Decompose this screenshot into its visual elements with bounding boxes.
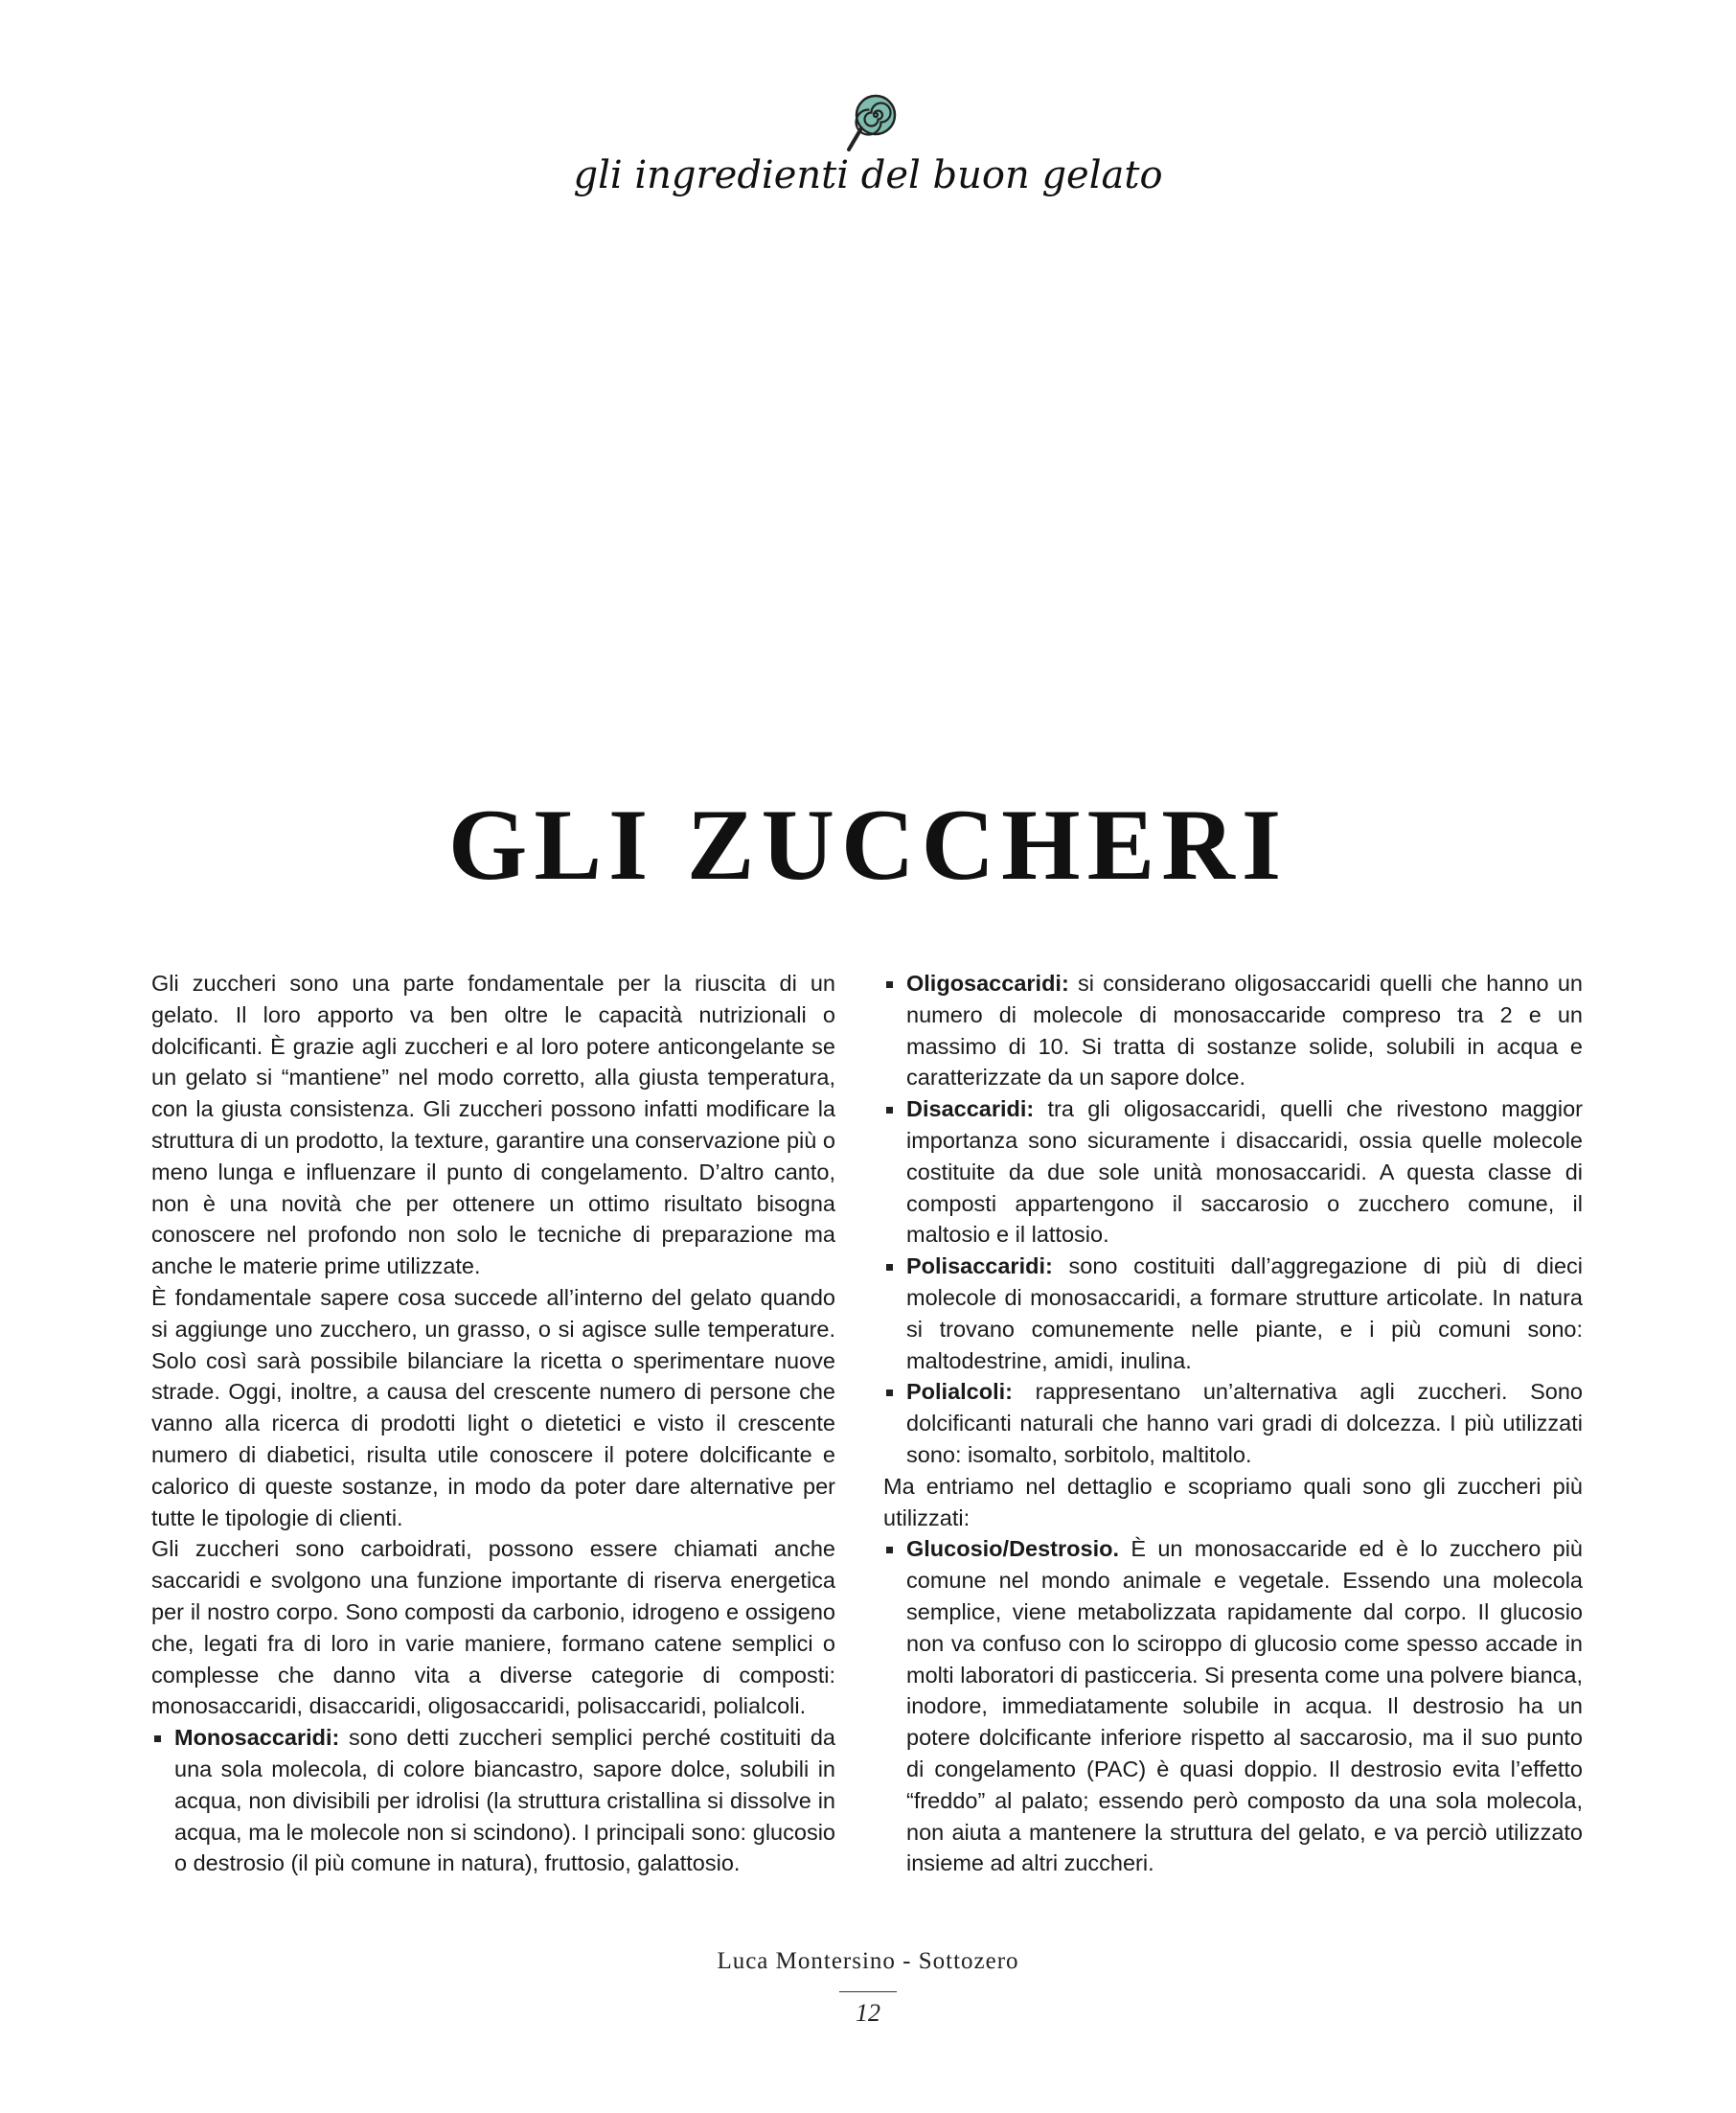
definition: sono detti zuccheri semplici perché costituiti da una sola molecola, di colore biancastro, sapore dolce, solubili in acqua, non divisibili per idrolisi (la struttura cristallina si dissolve in acqua, ma le molecole non si scindono). I principali sono: glucosio o destrosio (il più comune in natura), fruttosio, galattosio. xyxy=(174,1725,835,1876)
paragraph: Ma entriamo nel dettaglio e scopriamo quali sono gli zuccheri più utilizzati: xyxy=(883,1473,1583,1530)
definition: si considerano oligosaccaridi quelli che hanno un numero di molecole di monosaccaride compreso tra 2 e un massimo di 10. Si tratta di sostanze solide, solubili in acqua e caratterizzate da un sapore dolce. xyxy=(906,971,1583,1091)
page-number: 12 xyxy=(856,1999,880,2027)
definition: tra gli oligosaccaridi, quelli che rivestono maggior importanza sono sicuramente i disaccaridi, ossia quelle molecole costituite da due sole unità monosaccaridi. A questa classe di composti appartengono il saccarosio o zucchero comune, il maltosio e il lattosio. xyxy=(906,1096,1583,1248)
definition: sono costituiti dall’aggregazione di più di dieci molecole di monosaccaridi, a formare strutture articolate. In natura si trovano comunemente nelle piante, e i più comuni sono: maltodestrine, amidi, inulina. xyxy=(906,1253,1583,1373)
footer-author: Luca Montersino - Sottozero xyxy=(717,1948,1019,1974)
right-column xyxy=(883,968,1583,1879)
section-header: gli ingredienti del buon gelato xyxy=(573,153,1163,197)
list-item xyxy=(883,1093,1583,1251)
sugar-details-list xyxy=(883,1533,1583,1879)
term: Glucosio/Destrosio. xyxy=(906,1536,1119,1562)
definition: È un monosaccaride ed è lo zucchero più comune nel mondo animale e vegetale. Essendo una molecola semplice, viene metabolizzata rapidamente dal corpo. Il glucosio non va confuso con lo sciroppo di glucosio come spesso accade in molti laboratori di pasticceria. Si presenta come una polvere bianca, inodore, immediatamente solubile in acqua. Il destrosio ha un potere dolcificante inferiore rispetto al saccarosio, ma il suo punto di congelamento (PAC) è quasi doppio. Il destrosio evita l’effetto “freddo” al palato; essendo però composto da una sola molecola, non aiuta a mantenere la struttura del gelato, e va perciò utilizzato insieme ad altri zuccheri. xyxy=(906,1536,1583,1876)
left-column xyxy=(151,968,835,1879)
footer-divider xyxy=(839,1991,897,1992)
term: Oligosaccaridi: xyxy=(906,971,1069,996)
term: Polisaccaridi: xyxy=(906,1253,1053,1279)
term: Polialcoli: xyxy=(906,1379,1013,1405)
list-item xyxy=(151,1722,835,1879)
sugar-types-list xyxy=(151,1722,835,1879)
list-item xyxy=(883,1533,1583,1879)
lollipop-icon xyxy=(843,92,901,157)
paragraph: Gli zuccheri sono carboidrati, possono essere chiamati anche saccaridi e svolgono una funzione importante di riserva energetica per il nostro corpo. Sono composti da carbonio, idrogeno e ossigeno che, legati fra di loro in varie maniere, formano catene semplici o complesse che danno vita a diverse categorie di composti: monosaccaridi, disaccaridi, oligosaccaridi, polisaccaridi, polialcoli. xyxy=(151,1536,835,1719)
page-title: GLI ZUCCHERI xyxy=(447,789,1289,902)
term: Monosaccaridi: xyxy=(174,1725,340,1751)
paragraph: Gli zuccheri sono una parte fondamentale per la riuscita di un gelato. Il loro apporto va ben oltre le capacità nutrizionali o dolcificanti. È grazie agli zuccheri e al loro potere anticongelante se un gelato si “mantiene” nel modo corretto, alla giusta temperatura, con la giusta consistenza. Gli zuccheri possono infatti modificare la struttura di un prodotto, la texture, garantire una conservazione più o meno lunga e influenzare il punto di congelamento. D’altro canto, non è una novità che per ottenere un ottimo risultato bisogna conoscere nel profondo non solo le tecniche di preparazione ma anche le materie prime utilizzate. xyxy=(151,971,835,1279)
definition: rappresentano un’alternativa agli zuccheri. Sono dolcificanti naturali che hanno vari gradi di dolcezza. I più utilizzati sono: isomalto, sorbitolo, maltitolo. xyxy=(906,1379,1583,1467)
paragraph: È fondamentale sapere cosa succede all’interno del gelato quando si aggiunge uno zucchero, un grasso, o si agisce sulle temperature. Solo così sarà possibile bilanciare la ricetta o sperimentare nuove strade. Oggi, inoltre, a causa del crescente numero di persone che vanno alla ricerca di prodotti light o dietetici e visto il crescente numero di diabetici, risulta utile conoscere il potere dolcificante e calorico di queste sostanze, in modo da poter dare alternative per tutte le tipologie di clienti. xyxy=(151,1284,835,1530)
list-item xyxy=(883,1376,1583,1470)
list-item xyxy=(883,968,1583,1093)
sugar-types-list xyxy=(883,968,1583,1471)
term: Disaccaridi: xyxy=(906,1096,1035,1122)
list-item xyxy=(883,1251,1583,1376)
